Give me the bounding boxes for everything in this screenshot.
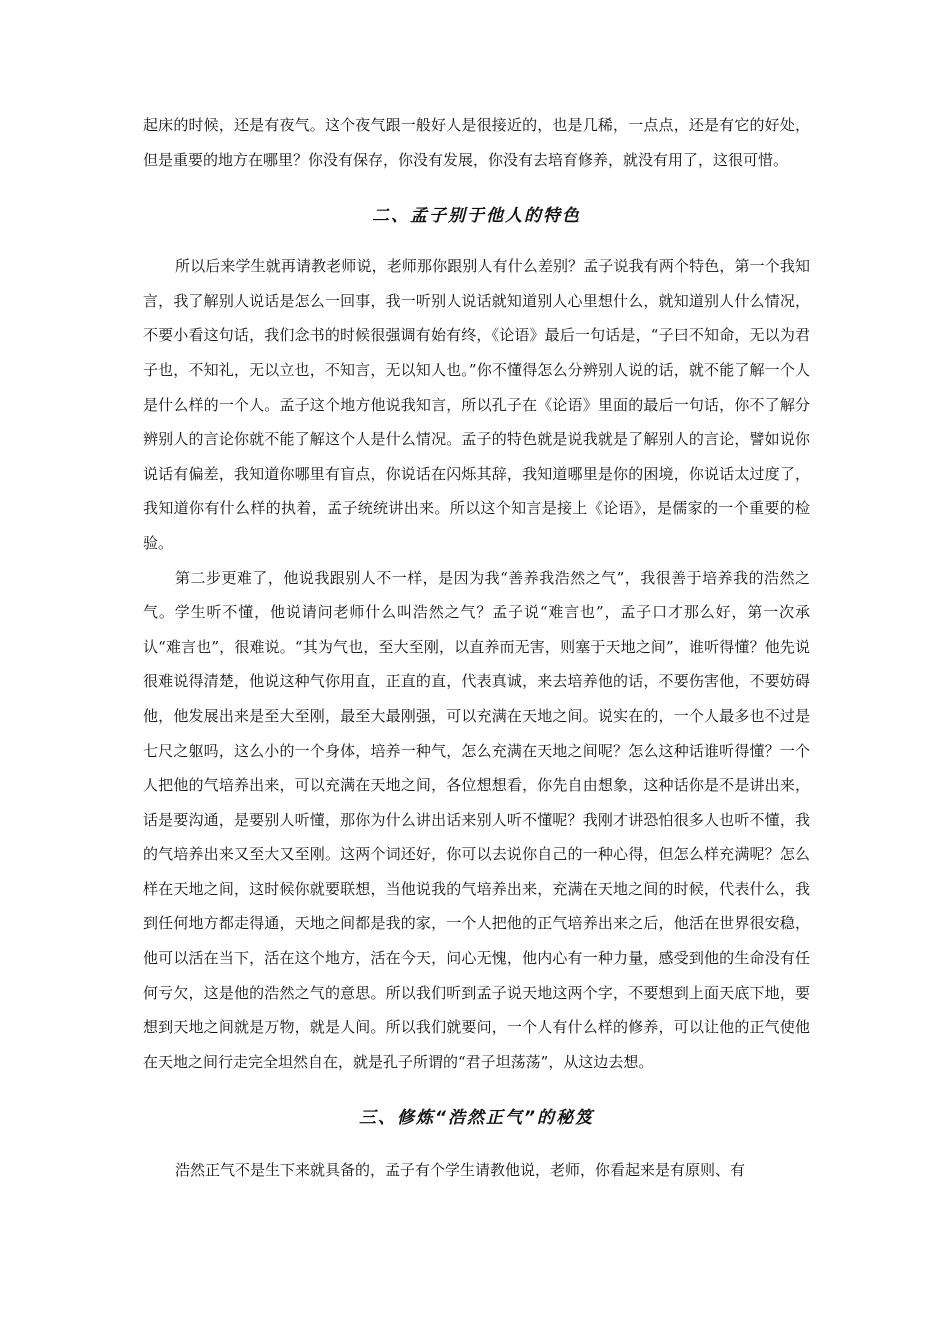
document-page: [143, 108, 810, 1188]
section3-paragraph-1: 浩然正气不是生下来就具备的，孟子有个学生请教他说，老师，你看起来是有原则、有: [175, 1161, 746, 1180]
section2-paragraph-1: 所以后来学生就再请教老师说，老师那你跟别人有什么差别？孟子说我有两个特色，第一个我知言，我了解别人说话是怎么一回事，我一听别人说话就知道别人心里想什么，就知道别人什么情况，不要小看这句话，我们念书的时候很强调有始有终，《论语》最后一句话是，“子曰不知命，无以为君子也，不知礼，无以立也，不知言，无以知人也。”你不懂得怎么分辨别人说的话，就不能了解一个人是什么样的一个人。孟子这个地方他说我知言，所以孔子在《论语》里面的最后一句话，你不了解分辨别人的言论你就不能了解这个人是什么情况。孟子的特色就是说我就是了解别人的言论，譬如说你说话有偏差，我知道你哪里有盲点，你说话在闪烁其辞，我知道哪里是你的困境，你说话太过度了，我知道你有什么样的执着，孟子统统讲出来。所以这个知言是接上《论语》，是儒家的一个重要的检验。: [143, 257, 810, 552]
section-heading-3: 三、修炼“浩然正气”的秘笈: [359, 1108, 594, 1129]
section2-paragraph-2: 第二步更难了，他说我跟别人不一样，是因为我“善养我浩然之气”，我很善于培养我的浩然之气。学生听不懂，他说请问老师什么叫浩然之气？孟子说“难言也”，孟子口才那么好，第一次承认“难言也”，很难说。“其为气也，至大至刚，以直养而无害，则塞于天地之间”，谁听得懂？他先说很难说得清楚，他说这种气你用直，正直的直，代表真诚，来去培养他的话，不要伤害他，不要妨碍他，他发展出来是至大至刚，最至大最刚强，可以充满在天地之间。说实在的，一个人最多也不过是七尺之躯吗，这么小的一个身体，培养一种气，怎么充满在天地之间呢？怎么这种话谁听得懂？一个人把他的气培养出来，可以充满在天地之间，各位想想看，你先自由想象，这种话你是不是讲出来，话是要沟通，是要别人听懂，那你为什么讲出话来别人听不懂呢？我刚才讲恐怕很多人也听不懂，我的气培养出来又至大又至刚。这两个词还好，你可以去说你自己的一种心得，但怎么样充满呢？怎么样在天地之间，这时候你就要联想，当他说我的气培养出来，充满在天地之间的时候，代表什么，我到任何地方都走得通，天地之间都是我的家，一个人把他的正气培养出来之后，他活在世界很安稳，他可以活在当下，活在这个地方，活在今天，问心无愧，他内心有一种力量，感受到他的生命没有任何亏欠，这是他的浩然之气的意思。所以我们听到孟子说天地这两个字，不要想到上面天底下地，要想到天地之间就是万物，就是人间。所以我们就要问，一个人有什么样的修养，可以让他的正气使他在天地之间行走完全坦然自在，就是孔子所谓的“君子坦荡荡”，从这边去想。: [143, 568, 810, 1071]
intro-paragraph: 起床的时候，还是有夜气。这个夜气跟一般好人是很接近的，也是几稀，一点点，还是有它的好处，但是重要的地方在哪里？你没有保存，你没有发展，你没有去培育修养，就没有用了，这很可惜。: [143, 116, 810, 169]
section-heading-2: 二、孟子别于他人的特色: [372, 206, 581, 227]
